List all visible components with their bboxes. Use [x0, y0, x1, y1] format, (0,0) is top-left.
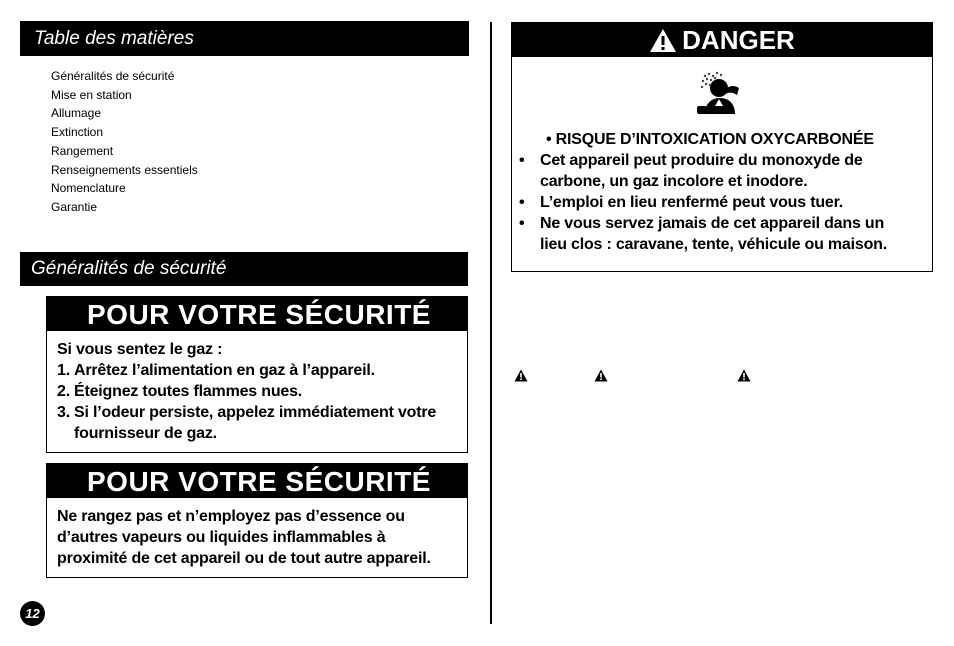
toc-item[interactable]: Généralités de sécurité — [51, 69, 175, 83]
toc-item[interactable]: Extinction — [51, 125, 104, 140]
toc-item[interactable]: Allumage — [51, 106, 102, 121]
toc-item[interactable]: Renseignements essentiels — [51, 162, 198, 177]
gas-inhalation-person-icon — [697, 68, 743, 123]
toc-header — [20, 21, 469, 56]
safety-line: d’autres vapeurs ou liquides inflammables à — [57, 529, 386, 546]
column-divider — [490, 22, 492, 624]
safety-box-flammables — [46, 463, 468, 578]
safety-intro: Si vous sentez le gaz : — [57, 341, 223, 358]
danger-header — [512, 23, 932, 57]
toc-item[interactable]: Rangement — [51, 143, 114, 158]
section-title: Généralités de sécurité — [31, 258, 227, 279]
safety-step: 1. Arrêtez l’alimentation en gaz à l’appareil. — [57, 362, 375, 379]
danger-bullet: • Cet appareil peut produire du monoxyde de carbone, un gaz incolore et inodore. — [519, 152, 863, 190]
toc-item[interactable]: Nomenclature — [51, 181, 126, 196]
danger-risk: • RISQUE D’INTOXICATION OXYCARBONÉE — [546, 131, 874, 148]
toc-list — [51, 67, 198, 217]
safety-line: proximité de cet appareil ou de tout autre appareil. — [57, 550, 431, 567]
safety-step: 2. Éteignez toutes flammes nues. — [57, 383, 303, 400]
toc-item[interactable]: Mise en station — [51, 87, 132, 102]
safety-line: Ne rangez pas et n’employez pas d’essence ou — [57, 508, 405, 525]
safety-box-body — [47, 331, 467, 444]
danger-title: DANGER — [682, 24, 795, 55]
safety-box-title: POUR VOTRE SÉCURITÉ — [47, 464, 467, 498]
toc-item[interactable]: Garantie — [51, 199, 98, 214]
safety-box-title: POUR VOTRE SÉCURITÉ — [47, 297, 467, 331]
danger-bullet: • Ne vous servez jamais de cet appareil dans un lieu clos : caravane, tente, véhicule ou maison. — [519, 215, 887, 253]
toc-title: Table des matières — [34, 27, 194, 49]
section-header — [20, 252, 468, 286]
danger-bullet: • L’emploi en lieu renfermé peut vous tuer. — [519, 194, 843, 211]
safety-step: 3. Si l’odeur persiste, appelez immédiatement votre — [57, 404, 437, 421]
warning-triangle-icon — [594, 369, 608, 382]
warning-triangle-icon — [514, 369, 528, 382]
warning-triangle-icon — [737, 369, 751, 382]
warning-triangle-icon — [649, 28, 677, 53]
safety-step-continued: fournisseur de gaz. — [74, 425, 217, 442]
danger-box — [511, 22, 933, 272]
page-number: 12 — [20, 601, 45, 626]
danger-body — [512, 129, 932, 255]
safety-box-body — [47, 498, 467, 569]
safety-box-gas — [46, 296, 468, 453]
